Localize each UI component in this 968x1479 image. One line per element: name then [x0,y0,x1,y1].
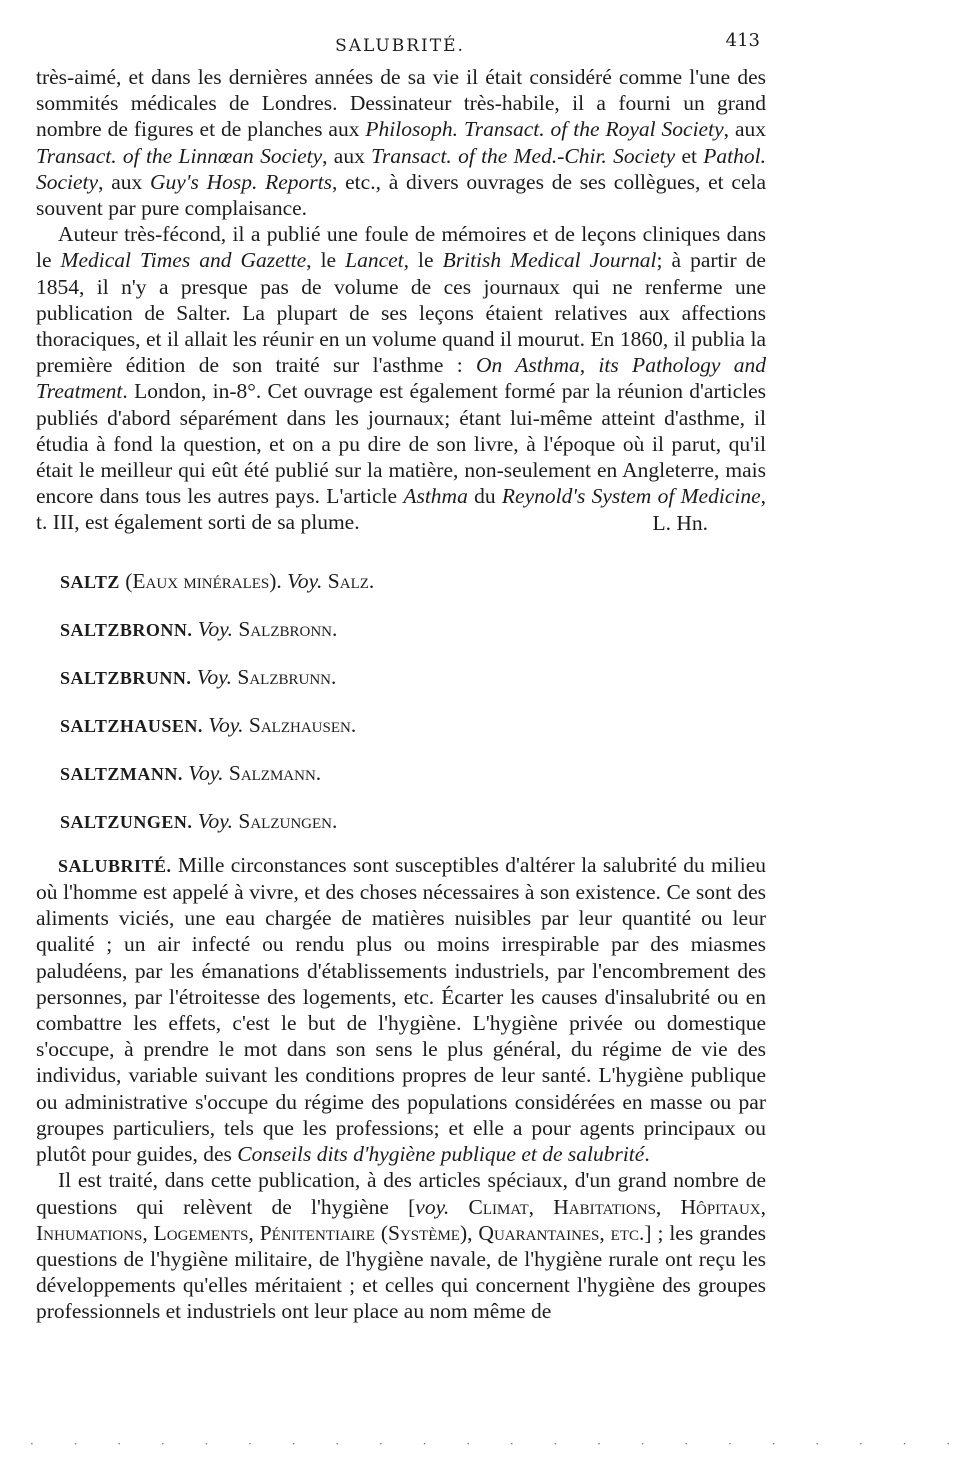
italic-title: British Medical Journal [442,248,657,273]
voy-label: Voy. [197,616,233,641]
voy-label: voy. [415,1194,450,1219]
page-body [36,64,766,1325]
voy-label: Voy. [197,808,233,833]
entry-target: Salzbronn. [238,616,338,641]
entry-headword: SALTZUNGEN. [60,811,193,832]
text-run: ; à partir de 1854, il n'y a presque pas de volume de ces journaux qui ne renferme une publication de Salter. La plupart de ses leçons étaient relatives aux affections thoraciques, et il allait les réunir en un volume quand il mourut. En 1860, il publia la première édition de son traité sur l'asthme : [36,248,766,378]
entry-target: Salzhausen. [248,712,357,737]
cross-reference-entry [60,558,766,606]
cross-reference-entry [60,702,766,750]
paragraph-salubrite [36,852,766,1167]
voy-label: Voy. [196,664,232,689]
cross-reference-list [36,558,766,846]
text-run: , aux [98,169,151,194]
entry-headword: SALTZHAUSEN. [60,715,203,736]
text-run: , le [403,248,443,273]
page-footer-marks: · · · · · · · · · · · · · · · · · · · · · · [30,1437,968,1451]
text-run: ] ; les grandes questions de l'hygiène militaire, de l'hygiène navale, de l'hygiène rurale ont reçu les développements qu'elles méritaient ; et celles qui concernent l'hygiène des groupes professionnels et industriels ont leur place au nom même de [36,1220,766,1324]
text-run: et [675,143,704,168]
cross-reference-entry [60,606,766,654]
paragraph-salter-works [36,221,766,535]
entry-headword: SALTZBRONN. [60,619,193,640]
italic-title: Transact. of the Med.-Chir. Society [371,143,676,168]
cross-references: Climat, Habitations, Hôpitaux, Inhumations, Logements, Pénitentiaire (Système), Quarantaines, etc. [36,1194,767,1245]
text-run: Il est traité, dans cette publication, à des articles spéciaux, d'un grand nombre de questions qui relèvent de l'hygiène [ [36,1168,766,1219]
voy-label: Voy. [208,712,244,737]
page-header [0,28,800,58]
page-number: 413 [725,30,760,51]
text-run: , t. III, est également sorti de sa plume. [36,484,766,535]
cross-reference-entry [60,750,766,798]
text-run: très-aimé, et dans les dernières années de sa vie il était considéré comme l'une des sommités médicales de Londres. Dessinateur très-habile, il a fourni un grand nombre de figures et de planches aux [36,65,766,142]
italic-title: Lancet [345,248,404,273]
author-signature: L. Hn. [652,510,708,535]
paragraph-salter-bio [36,64,766,221]
text-run: , aux [322,143,372,168]
text-run: Mille circonstances sont susceptibles d'altérer la salubrité du milieu où l'homme est appelé à vivre, et des choses nécessaires à son existence. Ce sont des aliments viciés, une eau chargée de matières nuisibles par leur quantité ou leur qualité ; un air infecté ou rendu plus ou moins irrespirable par des miasmes paludéens, par les émanations d'établissements industriels, par l'encombrement des personnes, par l'étroitesse des logements, etc. Écarter les causes d'insalubrité ou en combattre les effets, c'est le but de l'hygiène. L'hygiène privée ou domestique s'occupe, à prendre le mot dans son sens le plus général, du régime de vie des individus, variable suivant les conditions propres de leur santé. L'hygiène publique ou administrative s'occupe du régime des populations considérées en masse ou par groupes particuliers, tels que les professions; et elle a pour agents principaux ou plutôt pour guides, des [36,852,766,1167]
voy-label: Voy. [287,568,323,593]
running-head: SALUBRITÉ. [335,36,465,56]
entry-note: (Eaux minérales). [125,568,282,593]
entry-headword: SALTZBRUNN. [60,667,192,688]
text-run: , etc., à divers ouvrages de ses collègues, et cela souvent par pure complaisance. [36,169,767,221]
italic-title: Guy's Hosp. Reports [150,169,332,194]
cross-reference-entry [60,654,766,702]
text-run: , aux [723,117,766,142]
italic-title: Conseils dits d'hygiène publique et de salubrité [237,1142,645,1167]
entry-target: Salzbrunn. [237,664,337,689]
entry-target: Salz. [327,568,375,593]
text-run: Auteur très-fécond, il a publié une foule de mémoires et de leçons cliniques dans le [36,222,766,273]
entry-headword: SALTZ [60,571,120,592]
entry-target: Salzungen. [238,808,338,833]
entry-target: Salzmann. [228,760,322,785]
italic-title: Pathol. Society [36,143,766,194]
italic-title: Medical Times and Gazette [60,248,307,273]
italic-title: Asthma [403,484,468,509]
italic-title: Philosoph. Transact. of the Royal Society [365,117,724,142]
cross-reference-entry [60,798,766,846]
text-run: du [467,484,502,509]
paragraph-publication [36,1167,766,1324]
italic-title: Reynold's System of Medicine [501,484,761,509]
entry-headword: SALUBRITÉ. [58,855,172,876]
text-run: , le [306,248,346,273]
italic-title: On Asthma, its Pathology and Treatment [36,353,767,404]
text-run: . London, in-8°. Cet ouvrage est également formé par la réunion d'articles publiés d'abord séparément dans les journaux; étant lui-même atteint d'asthme, il étudia à fond la question, et on a pu dire de son livre, à l'époque où il parut, qu'il était le meilleur qui eût été publié sur la matière, non-seulement en Angleterre, mais encore dans tous les autres pays. L'article [36,379,766,509]
voy-label: Voy. [188,760,224,785]
entry-headword: SALTZMANN. [60,763,183,784]
text-run: . [644,1142,650,1167]
italic-title: Transact. of the Linnœan Society [36,143,323,168]
